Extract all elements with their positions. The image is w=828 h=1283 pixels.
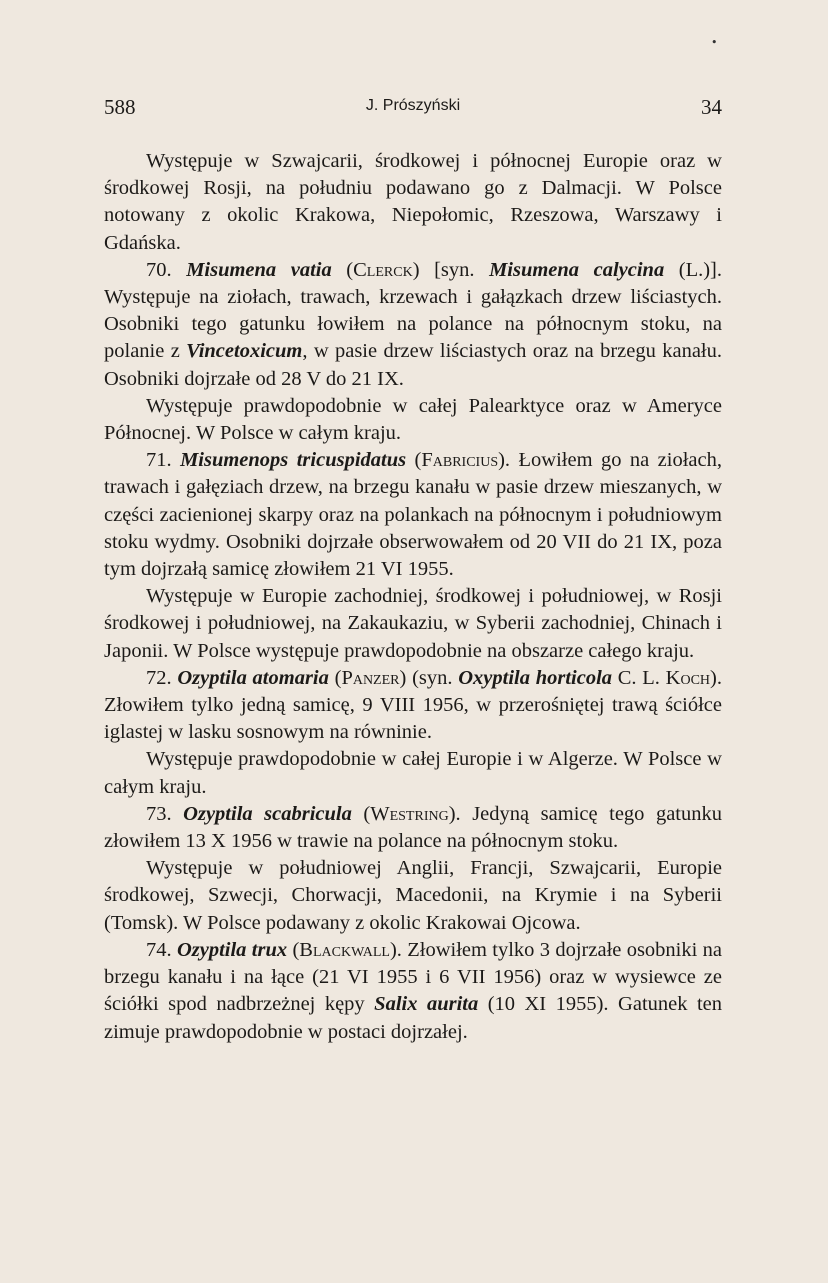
text-run: 73. xyxy=(146,802,184,825)
species-name: Salix aurita xyxy=(374,993,479,1016)
text-run: 70. xyxy=(146,258,187,281)
text-run: ( xyxy=(406,449,422,472)
text-run: Występuje w Europie zachodniej, środkowej i południowej, w Rosji środkowej i południowej, na Zakaukaziu, w Syberii zachodniej, Chinach i Japonii. W Polsce występuje prawdopodobnie na obszarze całego kraju. xyxy=(104,585,722,662)
species-name: Misumena calycina xyxy=(489,258,665,281)
author-citation: Blackwall xyxy=(299,938,390,961)
species-name: Vincetoxicum xyxy=(186,340,303,363)
text-run: Występuje w południowej Anglii, Francji, Szwajcarii, Europie środkowej, Szwecji, Chorwacji, Macedonii, na Krymie i na Syberii (Tomsk). W Polsce podawany z okolic Krakowai Ojcowa. xyxy=(104,857,722,934)
author-citation: Koch xyxy=(665,666,711,689)
species-name: Oxyptila horticola xyxy=(458,666,613,689)
text-run: ). Złowiłem tylko 3 dojrzałe osobniki na brzegu kanału i na łące (21 VI 1955 i 6 VII 1956) oraz w wysiewce ze ściółki spod nadbrzeżnej kępy xyxy=(104,938,723,1016)
author-citation: Fabricius xyxy=(421,449,499,472)
species-name: Ozyptila trux xyxy=(176,938,288,961)
text-run: ( xyxy=(328,666,342,689)
text-run: ) [syn. xyxy=(412,258,490,281)
stray-dot: • xyxy=(711,36,718,49)
text-run: ( xyxy=(351,802,371,825)
page-number: 588 xyxy=(104,95,136,119)
species-name: Ozyptila scabricula xyxy=(183,802,352,825)
text-run: (L.)]. Występuje na ziołach, trawach, krzewach i gałązkach drzew liściastych. Osobniki tego gatunku łowiłem na polance na północnym stoku, na polanie z xyxy=(104,258,723,363)
paragraph xyxy=(104,148,722,257)
text-run: Występuje prawdopodobnie w całej Palearktyce oraz w Ameryce Północnej. W Polsce w całym kraju. xyxy=(104,394,722,445)
author-citation: Clerck xyxy=(353,258,413,281)
running-header xyxy=(104,95,722,125)
paragraph xyxy=(104,257,722,393)
text-run: 74. xyxy=(146,938,177,961)
paragraph xyxy=(104,665,722,747)
paragraph xyxy=(104,801,722,855)
paragraph xyxy=(104,855,722,937)
issue-number: 34 xyxy=(701,95,722,119)
text-run: Występuje w Szwajcarii, środkowej i północnej Europie oraz w środkowej Rosji, na południu podawano go z Dalmacji. W Polsce notowany z okolic Krakowa, Niepołomic, Rzeszowa, Warszawy i Gdańska. xyxy=(104,150,722,254)
paragraph xyxy=(104,583,722,665)
species-name: Ozyptila atomaria xyxy=(177,666,329,689)
text-run: (10 XI 1955). Gatunek ten zimuje prawdopodobnie w postaci dojrzałej. xyxy=(104,993,723,1043)
text-run: ) (syn. xyxy=(399,666,459,689)
text-run: C. L. xyxy=(612,666,666,689)
author-name: J. Prószyński xyxy=(365,97,461,114)
text-run: 71. xyxy=(146,449,181,472)
author-citation: Westring xyxy=(370,802,449,825)
species-name: Misumena vatia xyxy=(186,258,332,281)
text-run: ( xyxy=(331,258,354,281)
text-run: ( xyxy=(287,938,300,961)
author-citation: Panzer xyxy=(341,666,400,689)
text-run: ). Złowiłem tylko jedną samicę, 9 VIII 1956, w przerośniętej trawą ściółce iglastej w lasku sosnowym na równinie. xyxy=(104,666,722,744)
text-run: ). Jedyną samicę tego gatunku złowiłem 13 X 1956 w trawie na polance na północnym stoku. xyxy=(104,802,723,853)
species-name: Misumenops tricuspidatus xyxy=(180,449,407,472)
paragraph xyxy=(104,746,722,800)
text-run: 72. xyxy=(146,666,178,689)
paragraph xyxy=(104,447,722,583)
body-text xyxy=(104,148,722,1046)
text-run: Występuje prawdopodobnie w całej Europie i w Algerze. W Polsce w całym kraju. xyxy=(104,748,722,798)
paragraph xyxy=(104,393,722,447)
paragraph xyxy=(104,937,722,1046)
text-run: , w pasie drzew liściastych oraz na brzegu kanału. Osobniki dojrzałe od 28 V do 21 IX. xyxy=(104,340,722,390)
text-run: ). Łowiłem go na ziołach, trawach i gałęziach drzew, na brzegu kanału w pasie drzew mieszanych, w części zacienionej skarpy oraz na polankach na północnym i południowym stoku wydmy. Osobniki dojrzałe obserwowałem od 20 VII do 21 IX, poza tym dojrzałą samicę złowiłem 21 VI 1955. xyxy=(104,449,722,581)
